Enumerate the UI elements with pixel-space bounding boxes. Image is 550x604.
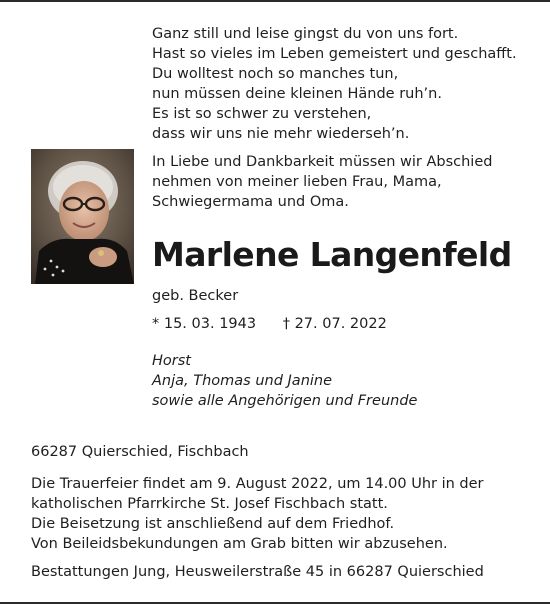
poem-line: Du wolltest noch so manches tun,: [152, 66, 399, 82]
portrait-image: [31, 149, 134, 284]
undertaker: Bestattungen Jung, Heusweilerstraße 45 in 66287 Quierschied: [31, 564, 484, 580]
mourners: [152, 351, 417, 411]
poem-line: Hast so vieles im Leben gemeistert und geschafft.: [152, 46, 517, 62]
deceased-name: Marlene Langenfeld: [152, 235, 512, 274]
maiden-name: geb. Becker: [152, 288, 239, 304]
life-dates: [152, 314, 387, 334]
poem-line: dass wir uns nie mehr wiederseh’n.: [152, 126, 410, 142]
death-date: † 27. 07. 2022: [282, 316, 387, 332]
service-details: [31, 474, 531, 554]
intro-line: nehmen von meiner lieben Frau, Mama,: [152, 174, 442, 190]
intro-text: [152, 152, 532, 212]
intro-line: In Liebe und Dankbarkeit müssen wir Abschied: [152, 154, 493, 170]
service-line: katholischen Pfarrkirche St. Josef Fischbach statt.: [31, 496, 388, 512]
mourner-line: Horst: [152, 353, 191, 369]
mourner-line: sowie alle Angehörigen und Freunde: [152, 393, 418, 409]
poem: [152, 24, 532, 144]
service-line: Die Beisetzung ist anschließend auf dem Friedhof.: [31, 516, 395, 532]
mourner-line: Anja, Thomas und Janine: [152, 373, 333, 389]
poem-line: Ganz still und leise gingst du von uns fort.: [152, 26, 459, 42]
portrait-photo: [31, 149, 134, 284]
poem-line: nun müssen deine kleinen Hände ruh’n.: [152, 86, 442, 102]
poem-line: Es ist so schwer zu verstehen,: [152, 106, 372, 122]
service-line: Die Trauerfeier findet am 9. August 2022, um 14.00 Uhr in der: [31, 476, 484, 492]
intro-line: Schwiegermama und Oma.: [152, 194, 349, 210]
service-line: Von Beileidsbekundungen am Grab bitten wir abzusehen.: [31, 536, 448, 552]
birth-date: * 15. 03. 1943: [152, 316, 257, 332]
location: 66287 Quierschied, Fischbach: [31, 444, 249, 460]
